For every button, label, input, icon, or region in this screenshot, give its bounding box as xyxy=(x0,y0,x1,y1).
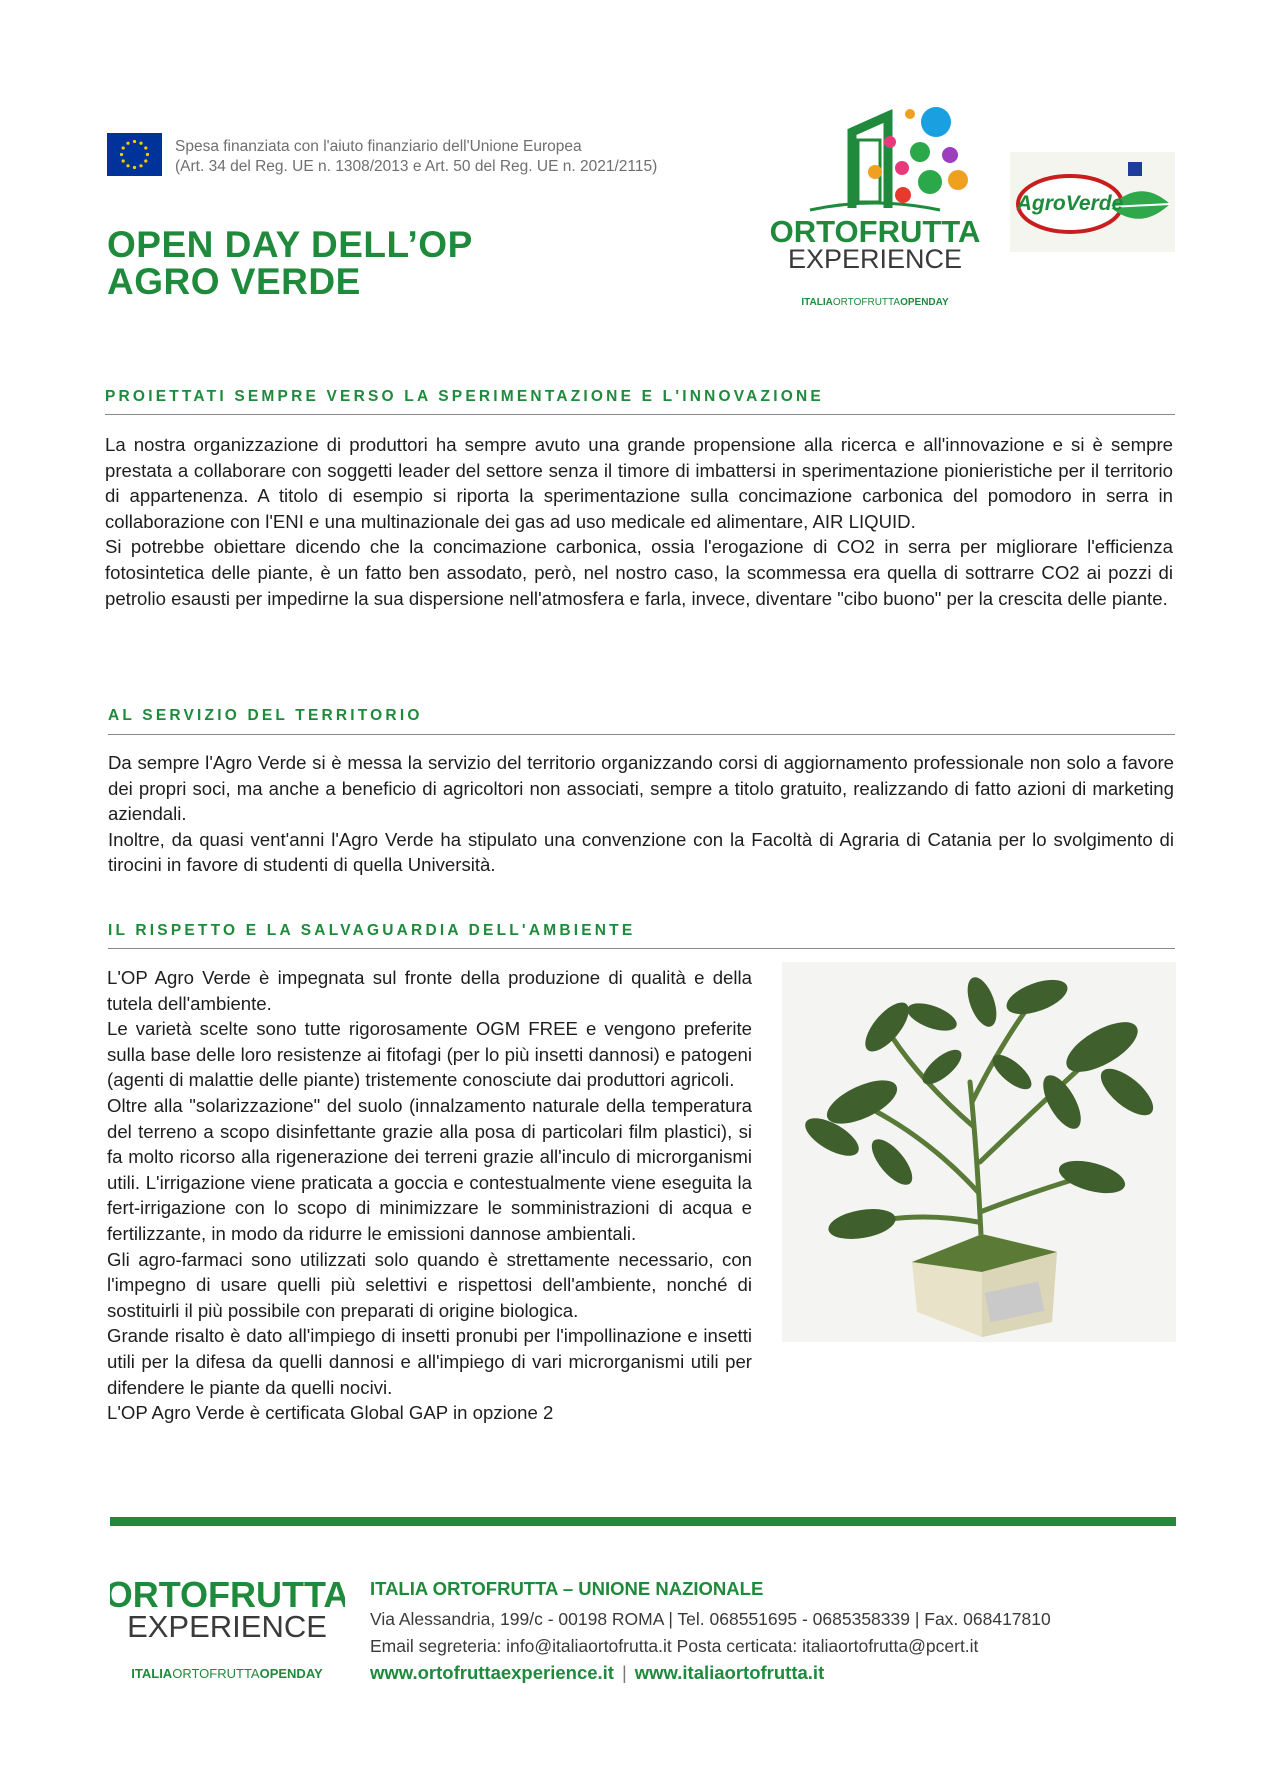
eu-funding-note xyxy=(175,137,657,177)
agroverde-logo-graphic xyxy=(1010,152,1175,252)
paragraph: Si potrebbe obiettare dicendo che la concimazione carbonica, ossia l'erogazione di CO2 in serra per migliorare l'efficienza fotosintetica delle piante, è un fatto ben assodato, però, nel nostro caso, la scommessa era quella di sottrarre CO2 ai pozzi di petrolio esausti per impedirne la sua dispersione nell'atmosfera e farla, invece, diventare "cibo buono" per la crescita delle piante. xyxy=(105,536,1173,609)
paragraph: L'OP Agro Verde è impegnata sul fronte della produzione di qualità e della tutela dell'ambiente. xyxy=(107,967,752,1014)
paragraph: Grande risalto è dato all'impiego di insetti pronubi per l'impollinazione e insetti utili per la difesa da quelli dannosi e all'impiego di vari microrganismi utili per difendere le piante da quelli nocivi. xyxy=(107,1325,752,1398)
paragraph: L'OP Agro Verde è certificata Global GAP in opzione 2 xyxy=(107,1402,554,1424)
ortofrutta-experience-logo xyxy=(770,100,980,315)
section-body xyxy=(108,750,1174,878)
section-divider xyxy=(108,734,1175,735)
section-divider xyxy=(108,948,1175,949)
website-separator: | xyxy=(621,1662,627,1683)
footer-logo-brand-bottom: EXPERIENCE xyxy=(127,1609,327,1644)
section-heading: AL SERVIZIO DEL TERRITORIO xyxy=(108,707,423,724)
page-title-line1: OPEN DAY DELL’OP xyxy=(107,224,473,265)
tomato-plant-photo xyxy=(782,962,1176,1342)
footer-address: Via Alessandria, 199/c - 00198 ROMA | Tel. 068551695 - 0685358339 | Fax. 068417810 xyxy=(370,1609,1051,1629)
paragraph: Le varietà scelte sono tutte rigorosamente OGM FREE e vengono preferite sulla base delle loro resistenze ai fitofagi (per lo più insetti dannosi) e patogeni (agenti di malattie delle piante) tristemente conosciute dai produttori agricoli. xyxy=(107,1018,752,1091)
footer-divider xyxy=(110,1517,1176,1526)
website-link-italiaortofrutta[interactable]: www.italiaortofrutta.it xyxy=(634,1662,825,1683)
section-heading: IL RISPETTO E LA SALVAGUARDIA DELL'AMBIENTE xyxy=(108,922,636,939)
eu-flag-icon xyxy=(107,133,162,176)
eu-funding-line2: (Art. 34 del Reg. UE n. 1308/2013 e Art. 50 del Reg. UE n. 2021/2115) xyxy=(175,158,658,175)
footer-websites xyxy=(370,1662,824,1684)
paragraph: La nostra organizzazione di produttori ha sempre avuto una grande propensione alla ricerca e all'innovazione e si è sempre prestata a collaborare con soggetti leader del settore senza il timore di imbattersi in sperimentazione pionieristiche per il territorio di appartenenza. A titolo di esempio si riporta la sperimentazione sulla concimazione carbonica del pomodoro in serra in collaborazione con l'ENI e una multinazionale dei gas ad uso medicale ed alimentare, AIR LIQUID. xyxy=(105,434,1173,532)
paragraph: Inoltre, da quasi vent'anni l'Agro Verde ha stipulato una convenzione con la Facoltà di Agraria di Catania per lo svolgimento di tirocini in favore di studenti di quella Università. xyxy=(108,828,1174,876)
paragraph: Gli agro-farmaci sono utilizzati solo quando è strettamente necessario, con l'impegno di usare quelli più selettivi e rispettosi dell'ambiente, nonché di sostituirli il più possibile con preparati di origine biologica. xyxy=(107,1248,752,1321)
ortofrutta-experience-logo-graphic xyxy=(770,100,980,315)
agroverde-logo xyxy=(1010,152,1175,252)
section-divider xyxy=(105,414,1175,415)
paragraph: Da sempre l'Agro Verde si è messa la servizio del territorio organizzando corsi di aggiornamento professionale non solo a favore dei propri soci, ma anche a beneficio di agricoltori non associati, sempre a titolo gratuito, realizzando di fatto azioni di marketing aziendali. xyxy=(108,752,1174,825)
ofe-tagline: ITALIAORTOFRUTTAOPENDAY xyxy=(801,297,949,308)
footer-org-name: ITALIA ORTOFRUTTA – UNIONE NAZIONALE xyxy=(370,1578,764,1599)
footer-ortofrutta-experience-logo xyxy=(110,1575,345,1685)
eu-funding-line1: Spesa finanziata con l'aiuto finanziario dell'Unione Europea xyxy=(175,138,582,155)
page-title-line2: AGRO VERDE xyxy=(107,261,361,302)
ofe-brand-top: ORTOFRUTTA xyxy=(770,214,980,249)
section-body xyxy=(107,965,752,1426)
paragraph: Oltre alla "solarizzazione" del suolo (innalzamento naturale della temperatura del terreno a scopo disinfettante grazie alla posa di particolari film plastici), si fa molto ricorso alla rigenerazione dei terreni grazie all'inculo di microrganismi utili. L'irrigazione viene praticata a goccia e contestualmente viene eseguita la fert-irrigazione con lo scopo di minimizzare le somministrazioni di acqua e fertilizzante, in modo da ridurre le emissioni dannose ambientali. xyxy=(107,1094,752,1244)
website-link-ortofruttaexperience[interactable]: www.ortofruttaexperience.it xyxy=(370,1662,614,1683)
section-heading: PROIETTATI SEMPRE VERSO LA SPERIMENTAZIONE E L'INNOVAZIONE xyxy=(105,388,824,405)
footer-logo-brand-top: ORTOFRUTTA xyxy=(110,1575,345,1615)
footer-logo-tagline: ITALIAORTOFRUTTAOPENDAY xyxy=(131,1666,323,1681)
ofe-brand-bottom: EXPERIENCE xyxy=(787,244,963,274)
agroverde-name: AgroVerde xyxy=(1016,192,1124,215)
page-title xyxy=(107,226,473,300)
footer-emails: Email segreteria: info@italiaortofrutta.it Posta certicata: italiaortofrutta@pcert.it xyxy=(370,1636,979,1656)
section-body xyxy=(105,432,1173,611)
